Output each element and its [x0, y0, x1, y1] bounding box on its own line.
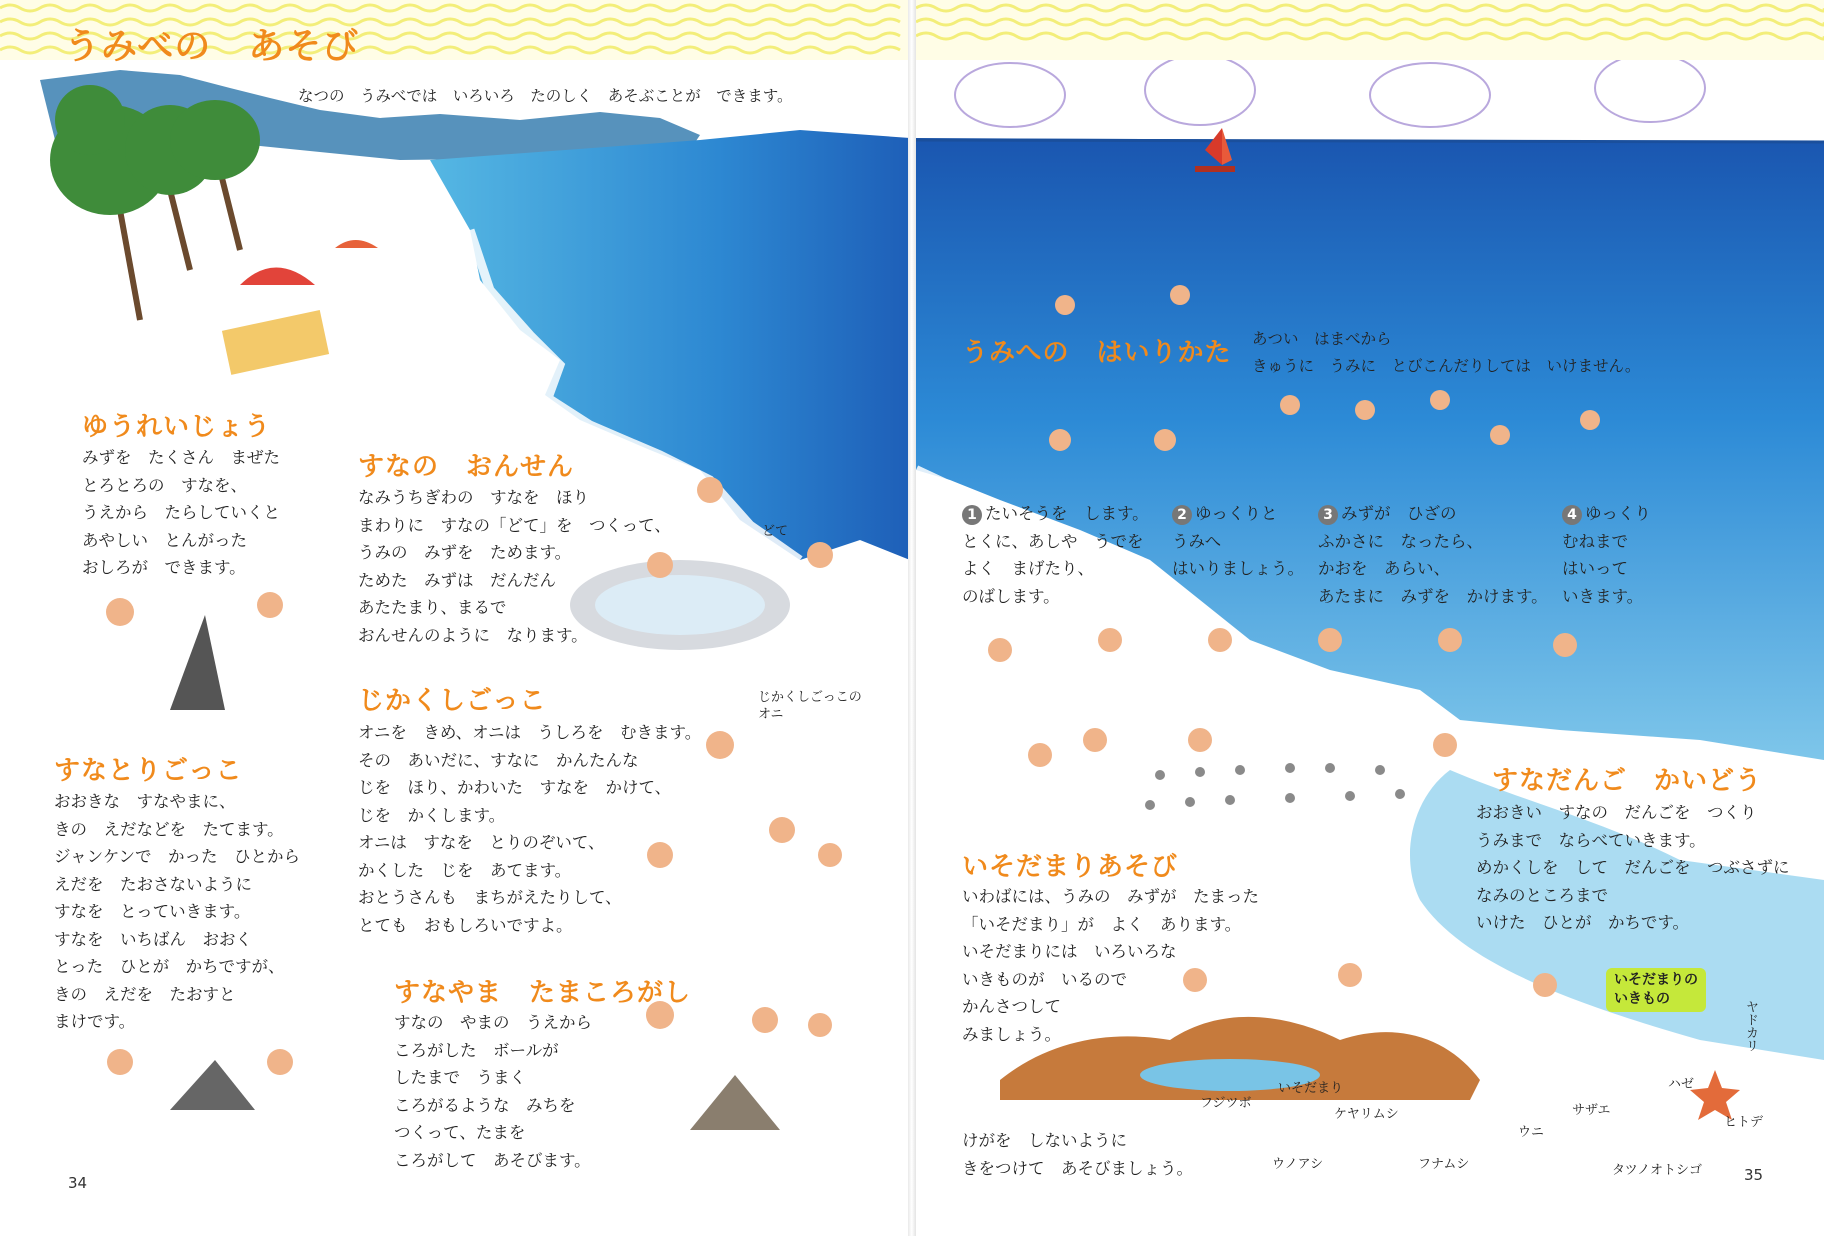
section-title-sunatori: すなとりごっこ [54, 756, 243, 786]
sand-balls [1145, 763, 1405, 810]
sand-tower [170, 615, 225, 710]
step-number-3: 3 [1318, 505, 1338, 525]
page-title: うみべの あそび [64, 26, 360, 67]
section-title-hairikata: うみへの はいりかた [962, 338, 1232, 368]
creature-label-yadokari: ヤドカリ [1743, 1000, 1758, 1052]
label-dote: どて [762, 524, 789, 539]
step-2 [1172, 500, 1304, 583]
creature-label-isodamari: いそだまり [1278, 1081, 1344, 1096]
section-title-isodamari: いそだまりあそび [962, 852, 1179, 882]
section-title-sunadango: すなだんご かいどう [1492, 766, 1763, 796]
intro-text: なつの うみべでは いろいろ たのしく あそぶことが できます。 [298, 87, 793, 105]
creature-label-sazae: サザエ [1572, 1103, 1611, 1118]
creature-label-haze: ハゼ [1668, 1077, 1695, 1092]
section-title-yureijou: ゆうれいじょう [82, 412, 272, 442]
umbrella-small [335, 240, 378, 248]
sea-right [916, 138, 1824, 760]
step-text-1: たいそうを します。 とくに、あしや うでを よく まげたり、 のばします。 [962, 504, 1149, 606]
umbrella-left [240, 268, 315, 286]
creature-label-unoashi: ウノアシ [1272, 1157, 1324, 1172]
isodamari-creatures-tag: いそだまりの いきもの [1606, 968, 1706, 1012]
creature-label-keyarimushi: ケヤリムシ [1334, 1107, 1399, 1122]
sand-mound-2 [690, 1075, 780, 1130]
section-title-jikakushi: じかくしごっこ [358, 686, 547, 716]
label-oni: じかくしごっこの オニ [758, 690, 862, 722]
step-3 [1318, 500, 1548, 610]
starfish-icon [1690, 1070, 1740, 1120]
horizon [916, 140, 1824, 142]
section-body-yureijou: みずを たくさん まぜた とろとろの すなを、 うえから たらしていくと あやしい とんがった おしろが できます。 [82, 448, 280, 577]
creature-label-hitode: ヒトデ [1724, 1115, 1764, 1130]
creature-label-tatsunootoshigo: タツノオトシゴ [1612, 1163, 1702, 1178]
section-body-onsen: なみうちぎわの すなを ほり まわりに すなの「どて」を つくって、 うみの みずを ためます。 ためた みずは だんだん あたたまり、まるで おんせんのように なります。 [358, 488, 671, 645]
step-text-4: ゆっくり むねまで はいって いきます。 [1562, 504, 1651, 606]
beach-mat [222, 310, 329, 375]
section-title-onsen: すなの おんせん [358, 452, 575, 482]
section-body-hairikata: あつい はまべから きゅうに うみに とびこんだりしては いけません。 [1252, 330, 1641, 375]
sand-mound [170, 1060, 255, 1110]
step-number-2: 2 [1172, 505, 1192, 525]
creature-label-uni: ウニ [1518, 1125, 1545, 1140]
book-gutter [908, 0, 916, 1236]
step-1 [962, 500, 1149, 610]
step-4 [1562, 500, 1651, 610]
section-body-sunadango: おおきい すなの だんごを つくり うみまで ならべていきます。 めかくしを して だんごを つぶさずに なみのところまで いけた ひとが かちです。 [1476, 803, 1790, 932]
section-title-tamakorogashi: すなやま たまころがし [394, 978, 692, 1008]
step-text-3: みずが ひざの ふかさに なったら、 かおを あらい、 あたまに みずを かけます。 [1318, 504, 1548, 606]
section-body-sunatori: おおきな すなやまに、 きの えだなどを たてます。 ジャンケンで かった ひとから えだを たおさないように すなを とっていきます。 すなを いちばん おおく とった ひとが かちですが、 きの えだを たおすと まけです。 [54, 792, 301, 1031]
section-body-isodamari: いわばには、うみの みずが たまった 「いそだまり」が よく あります。 いそだまりには いろいろな いきものが いるので かんさつして みましょう。 [962, 887, 1259, 1044]
page-number-left: 34 [68, 1174, 88, 1192]
page-number-right: 35 [1744, 1166, 1764, 1184]
section-body-jikakushi: オニを きめ、オニは うしろを むきます。 その あいだに、すなに かんたんな じを ほり、かわいた すなを かけて、 じを かくします。 オニは すなを とりのぞいて、 かくした じを あてます。 おとうさんも まちがえたりして、 とても おもしろいですよ。 [358, 723, 702, 935]
trees [50, 85, 260, 320]
isodamari-caution: けがを しないように きをつけて あそびましょう。 [962, 1131, 1193, 1178]
creature-label-fujitsubo: フジツボ [1200, 1096, 1252, 1111]
step-text-2: ゆっくりと うみへ はいりましょう。 [1172, 504, 1304, 578]
step-number-4: 4 [1562, 505, 1582, 525]
creature-label-funamushi: フナムシ [1418, 1157, 1470, 1172]
step-number-1: 1 [962, 505, 982, 525]
section-body-tamakorogashi: すなの やまの うえから ころがした ボールが したまで うまく ころがるような みちを つくって、たまを ころがして あそびます。 [394, 1013, 592, 1170]
